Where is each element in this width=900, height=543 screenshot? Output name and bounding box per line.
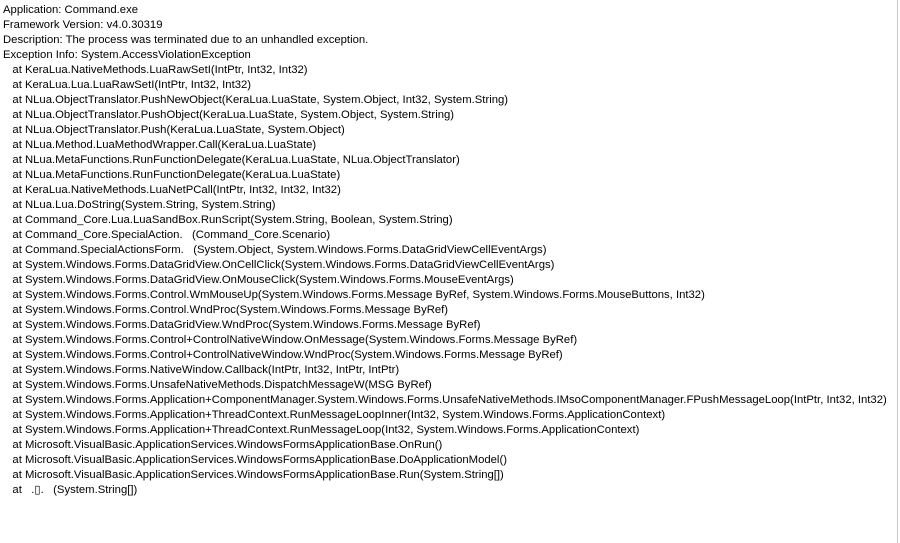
stack-frame: at NLua.ObjectTranslator.PushNewObject(KeraLua.LuaState, System.Object, Int32, System.String): [3, 94, 509, 106]
stack-frame: at NLua.ObjectTranslator.PushObject(KeraLua.LuaState, System.Object, System.String): [3, 109, 455, 121]
stack-frame: at Microsoft.VisualBasic.ApplicationServices.WindowsFormsApplicationBase.OnRun(): [3, 439, 443, 451]
description-line: Description: The process was terminated due to an unhandled exception.: [3, 34, 369, 46]
stack-frame: at .▯. (System.String[]): [3, 484, 138, 496]
stack-frame: at System.Windows.Forms.Control+ControlNativeWindow.WndProc(System.Windows.Forms.Message ByRef): [3, 349, 563, 361]
stack-frame: at KeraLua.NativeMethods.LuaRawSetI(IntPtr, Int32, Int32): [3, 64, 308, 76]
exception-text-area[interactable]: [3, 3, 898, 498]
stack-frame: at System.Windows.Forms.NativeWindow.Callback(IntPtr, Int32, IntPtr, IntPtr): [3, 364, 400, 376]
stack-frame: at System.Windows.Forms.DataGridView.WndProc(System.Windows.Forms.Message ByRef): [3, 319, 481, 331]
stack-frame: at Microsoft.VisualBasic.ApplicationServices.WindowsFormsApplicationBase.DoApplicationModel(): [3, 454, 507, 466]
stack-frame: at System.Windows.Forms.Control.WmMouseUp(System.Windows.Forms.Message ByRef, System.Windows.Forms.MouseButtons, Int32): [3, 289, 705, 301]
stack-frame: at System.Windows.Forms.Control+ControlNativeWindow.OnMessage(System.Windows.Forms.Message ByRef): [3, 334, 578, 346]
stack-frame: at KeraLua.NativeMethods.LuaNetPCall(IntPtr, Int32, Int32, Int32): [3, 184, 341, 196]
stack-frame: at System.Windows.Forms.UnsafeNativeMethods.DispatchMessageW(MSG ByRef): [3, 379, 432, 391]
stack-frame: at System.Windows.Forms.DataGridView.OnMouseClick(System.Windows.Forms.MouseEventArgs): [3, 274, 514, 286]
stack-frame: at System.Windows.Forms.Control.WndProc(System.Windows.Forms.Message ByRef): [3, 304, 449, 316]
stack-frame: at Command.SpecialActionsForm. (System.Object, System.Windows.Forms.DataGridViewCellEventArgs): [3, 244, 547, 256]
stack-frame: at Command_Core.Lua.LuaSandBox.RunScript(System.String, Boolean, System.String): [3, 214, 453, 226]
application-line: Application: Command.exe: [3, 4, 139, 16]
stack-frame: at NLua.MetaFunctions.RunFunctionDelegate(KeraLua.LuaState, NLua.ObjectTranslator): [3, 154, 460, 166]
stack-frame-wrapped: at System.Windows.Forms.Application+ComponentManager.System.Windows.Forms.UnsafeNativeMethods.IMsoComponentManager.FPushMessageLoop(IntPtr, Int32, Int32): [3, 394, 887, 406]
stack-frame: at NLua.ObjectTranslator.Push(KeraLua.LuaState, System.Object): [3, 124, 345, 136]
stack-frame: at Command_Core.SpecialAction. (Command_Core.Scenario): [3, 229, 331, 241]
stack-trace: [3, 63, 898, 498]
stack-frame: at System.Windows.Forms.Application+ThreadContext.RunMessageLoopInner(Int32, System.Windows.Forms.ApplicationContext): [3, 409, 666, 421]
stack-frame: at NLua.Lua.DoString(System.String, System.String): [3, 199, 276, 211]
exception-info-line: Exception Info: System.AccessViolationException: [3, 49, 251, 61]
stack-frame: at System.Windows.Forms.DataGridView.OnCellClick(System.Windows.Forms.DataGridViewCellEventArgs): [3, 259, 555, 271]
stack-frame: at KeraLua.Lua.LuaRawSetI(IntPtr, Int32, Int32): [3, 79, 252, 91]
stack-frame: at System.Windows.Forms.Application+ThreadContext.RunMessageLoop(Int32, System.Windows.Forms.ApplicationContext): [3, 424, 640, 436]
stack-frame: at NLua.MetaFunctions.RunFunctionDelegate(KeraLua.LuaState): [3, 169, 341, 181]
stack-frame: at Microsoft.VisualBasic.ApplicationServices.WindowsFormsApplicationBase.Run(System.String[]): [3, 469, 504, 481]
stack-frame: at NLua.Method.LuaMethodWrapper.Call(KeraLua.LuaState): [3, 139, 317, 151]
framework-version-line: Framework Version: v4.0.30319: [3, 19, 163, 31]
